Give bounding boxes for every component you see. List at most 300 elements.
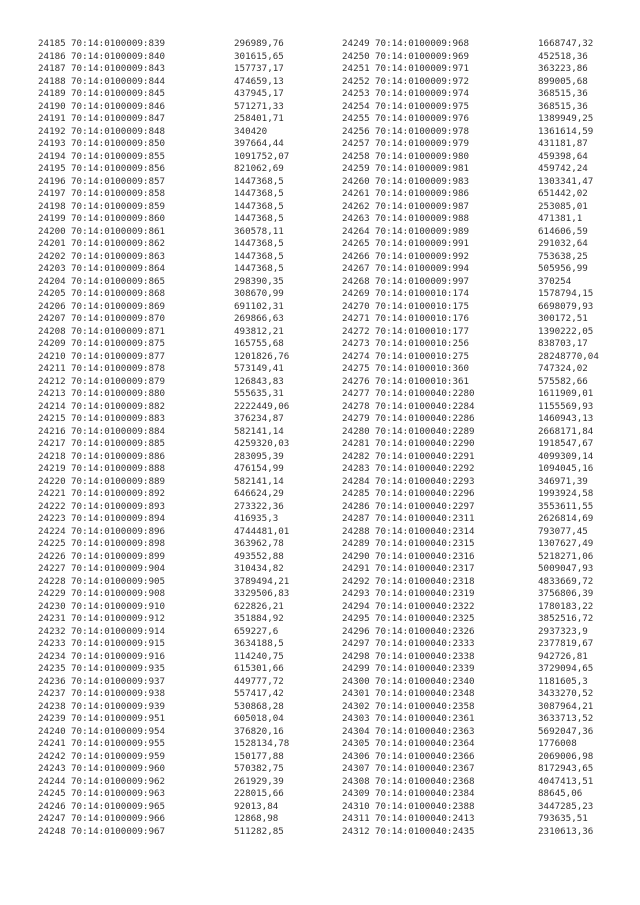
row-value: 747324,02 bbox=[538, 363, 588, 374]
row-value: 1611909,01 bbox=[538, 388, 594, 399]
cadastral-number: 70:14:0100010:177 bbox=[375, 325, 470, 337]
table-row bbox=[342, 788, 628, 801]
row-number: 24218 bbox=[38, 450, 66, 462]
row-value: 1780183,22 bbox=[538, 600, 594, 612]
table-row bbox=[342, 438, 628, 451]
table-row bbox=[342, 76, 628, 89]
table-row bbox=[342, 688, 628, 701]
row-value: 505956,99 bbox=[538, 263, 588, 274]
cadastral-number: 70:14:0100009:955 bbox=[71, 738, 166, 749]
table-row bbox=[38, 751, 324, 764]
row-value: 310434,82 bbox=[234, 563, 284, 574]
row-value: 363962,78 bbox=[234, 538, 284, 549]
row-number: 24251 bbox=[342, 63, 370, 74]
cadastral-number: 70:14:0100040:2384 bbox=[375, 788, 475, 799]
row-value: 1155569,93 bbox=[538, 400, 594, 412]
row-number: 24233 bbox=[38, 638, 66, 649]
row-number: 24185 bbox=[38, 38, 66, 49]
cadastral-number: 70:14:0100040:2318 bbox=[375, 575, 475, 587]
table-row bbox=[342, 801, 628, 814]
table-row bbox=[38, 313, 324, 326]
row-number: 24286 bbox=[342, 500, 370, 512]
row-number: 24232 bbox=[38, 625, 66, 637]
table-row bbox=[38, 601, 324, 614]
table-row bbox=[38, 726, 324, 739]
row-value: 1447368,5 bbox=[234, 263, 284, 274]
cadastral-number: 70:14:0100040:2413 bbox=[375, 813, 475, 824]
row-value: 2069006,98 bbox=[538, 750, 594, 762]
row-number: 24239 bbox=[38, 713, 66, 724]
table-row bbox=[342, 538, 628, 551]
row-value: 570382,75 bbox=[234, 763, 284, 774]
cadastral-number: 70:14:0100009:892 bbox=[71, 488, 166, 499]
cadastral-number: 70:14:0100009:987 bbox=[375, 200, 470, 212]
table-row bbox=[342, 751, 628, 764]
cadastral-number: 70:14:0100009:847 bbox=[71, 113, 166, 124]
cadastral-number: 70:14:0100040:2325 bbox=[375, 613, 475, 624]
row-number: 24288 bbox=[342, 525, 370, 537]
row-value: 269866,63 bbox=[234, 313, 284, 324]
row-value: 88645,06 bbox=[538, 788, 583, 799]
cadastral-number: 70:14:0100010:360 bbox=[375, 363, 470, 374]
cadastral-number: 70:14:0100009:843 bbox=[71, 63, 166, 74]
row-number: 24298 bbox=[342, 650, 370, 662]
cadastral-number: 70:14:0100009:899 bbox=[71, 550, 166, 562]
table-row bbox=[342, 176, 628, 189]
cadastral-number: 70:14:0100040:2293 bbox=[375, 475, 475, 487]
table-row bbox=[342, 251, 628, 264]
cadastral-number: 70:14:0100009:959 bbox=[71, 750, 166, 762]
table-row bbox=[342, 526, 628, 539]
row-value: 3553611,55 bbox=[538, 500, 594, 512]
row-value: 1447368,5 bbox=[234, 200, 284, 212]
row-value: 821062,69 bbox=[234, 163, 284, 174]
cadastral-number: 70:14:0100009:915 bbox=[71, 638, 166, 649]
table-row bbox=[342, 463, 628, 476]
row-value: 301615,65 bbox=[234, 50, 284, 62]
cadastral-number: 70:14:0100009:905 bbox=[71, 575, 166, 587]
row-number: 24230 bbox=[38, 600, 66, 612]
row-number: 24188 bbox=[38, 75, 66, 87]
cadastral-number: 70:14:0100009:908 bbox=[71, 588, 166, 599]
table-row bbox=[38, 401, 324, 414]
table-row bbox=[38, 713, 324, 726]
cadastral-number: 70:14:0100040:2338 bbox=[375, 650, 475, 662]
table-row bbox=[342, 351, 628, 364]
cadastral-number: 70:14:0100040:2314 bbox=[375, 525, 475, 537]
row-number: 24307 bbox=[342, 763, 370, 774]
row-value: 12868,98 bbox=[234, 813, 279, 824]
row-value: 1447368,5 bbox=[234, 175, 284, 187]
table-row bbox=[38, 151, 324, 164]
table-row bbox=[342, 701, 628, 714]
table-row bbox=[342, 451, 628, 464]
cadastral-number: 70:14:0100009:844 bbox=[71, 75, 166, 87]
table-row bbox=[38, 813, 324, 826]
cadastral-number: 70:14:0100040:2280 bbox=[375, 388, 475, 399]
row-number: 24189 bbox=[38, 88, 66, 99]
cadastral-number: 70:14:0100009:904 bbox=[71, 563, 166, 574]
table-row bbox=[38, 651, 324, 664]
row-value: 126843,83 bbox=[234, 375, 284, 387]
cadastral-number: 70:14:0100009:980 bbox=[375, 150, 470, 162]
row-value: 253085,01 bbox=[538, 200, 588, 212]
table-row bbox=[38, 188, 324, 201]
cadastral-number: 70:14:0100009:888 bbox=[71, 463, 166, 474]
table-row bbox=[38, 613, 324, 626]
row-number: 24234 bbox=[38, 650, 66, 662]
table-row bbox=[342, 288, 628, 301]
row-number: 24243 bbox=[38, 763, 66, 774]
cadastral-number: 70:14:0100009:858 bbox=[71, 188, 166, 199]
row-number: 24211 bbox=[38, 363, 66, 374]
row-value: 3633713,52 bbox=[538, 713, 594, 724]
row-number: 24263 bbox=[342, 213, 370, 224]
row-number: 24249 bbox=[342, 38, 370, 49]
cadastral-number: 70:14:0100010:361 bbox=[375, 375, 470, 387]
cadastral-number: 70:14:0100040:2290 bbox=[375, 438, 475, 449]
table-row bbox=[342, 813, 628, 826]
row-value: 793077,45 bbox=[538, 525, 588, 537]
row-value: 1091752,07 bbox=[234, 150, 290, 162]
row-number: 24248 bbox=[38, 825, 66, 837]
table-row bbox=[342, 88, 628, 101]
table-row bbox=[38, 676, 324, 689]
row-number: 24205 bbox=[38, 288, 66, 299]
row-value: 557417,42 bbox=[234, 688, 284, 699]
row-number: 24224 bbox=[38, 525, 66, 537]
row-number: 24242 bbox=[38, 750, 66, 762]
cadastral-number: 70:14:0100009:979 bbox=[375, 138, 470, 149]
row-value: 493552,88 bbox=[234, 550, 284, 562]
row-number: 24308 bbox=[342, 775, 370, 787]
cadastral-number: 70:14:0100040:2286 bbox=[375, 413, 475, 424]
row-number: 24291 bbox=[342, 563, 370, 574]
row-value: 3433270,52 bbox=[538, 688, 594, 699]
row-number: 24203 bbox=[38, 263, 66, 274]
table-row bbox=[38, 538, 324, 551]
row-value: 3756806,39 bbox=[538, 588, 594, 599]
cadastral-number: 70:14:0100009:935 bbox=[71, 663, 166, 674]
row-number: 24225 bbox=[38, 538, 66, 549]
table-row bbox=[38, 501, 324, 514]
row-value: 376820,16 bbox=[234, 725, 284, 737]
table-row bbox=[38, 213, 324, 226]
row-value: 1389949,25 bbox=[538, 113, 594, 124]
row-number: 24272 bbox=[342, 325, 370, 337]
row-number: 24277 bbox=[342, 388, 370, 399]
row-value: 5009047,93 bbox=[538, 563, 594, 574]
row-value: 1668747,32 bbox=[538, 38, 594, 49]
row-number: 24207 bbox=[38, 313, 66, 324]
row-value: 2222449,06 bbox=[234, 400, 290, 412]
table-row bbox=[38, 588, 324, 601]
cadastral-number: 70:14:0100009:983 bbox=[375, 175, 470, 187]
row-value: 573149,41 bbox=[234, 363, 284, 374]
table-row bbox=[342, 101, 628, 114]
row-number: 24237 bbox=[38, 688, 66, 699]
cadastral-number: 70:14:0100009:994 bbox=[375, 263, 470, 274]
table-row bbox=[38, 826, 324, 839]
row-number: 24259 bbox=[342, 163, 370, 174]
cadastral-number: 70:14:0100009:967 bbox=[71, 825, 166, 837]
row-value: 605018,04 bbox=[234, 713, 284, 724]
table-row bbox=[38, 788, 324, 801]
row-number: 24276 bbox=[342, 375, 370, 387]
row-value: 416935,3 bbox=[234, 513, 279, 524]
row-number: 24229 bbox=[38, 588, 66, 599]
cadastral-number: 70:14:0100040:2297 bbox=[375, 500, 475, 512]
table-row bbox=[342, 388, 628, 401]
row-number: 24300 bbox=[342, 675, 370, 687]
row-number: 24301 bbox=[342, 688, 370, 699]
row-value: 114240,75 bbox=[234, 650, 284, 662]
cadastral-number: 70:14:0100009:992 bbox=[375, 250, 470, 262]
row-value: 582141,14 bbox=[234, 425, 284, 437]
row-number: 24240 bbox=[38, 725, 66, 737]
row-number: 24226 bbox=[38, 550, 66, 562]
row-value: 459742,24 bbox=[538, 163, 588, 174]
cadastral-number: 70:14:0100040:2368 bbox=[375, 775, 475, 787]
row-value: 3789494,21 bbox=[234, 575, 290, 587]
cadastral-number: 70:14:0100009:894 bbox=[71, 513, 166, 524]
cadastral-number: 70:14:0100010:174 bbox=[375, 288, 470, 299]
row-number: 24282 bbox=[342, 450, 370, 462]
row-value: 3729094,65 bbox=[538, 663, 594, 674]
row-number: 24223 bbox=[38, 513, 66, 524]
row-number: 24289 bbox=[342, 538, 370, 549]
row-value: 614606,59 bbox=[538, 225, 588, 237]
row-number: 24217 bbox=[38, 438, 66, 449]
cadastral-number: 70:14:0100009:885 bbox=[71, 438, 166, 449]
row-number: 24209 bbox=[38, 338, 66, 349]
row-value: 2937323,9 bbox=[538, 625, 588, 637]
row-value: 4099309,14 bbox=[538, 450, 594, 462]
row-number: 24190 bbox=[38, 100, 66, 112]
row-number: 24235 bbox=[38, 663, 66, 674]
cadastral-number: 70:14:0100009:875 bbox=[71, 338, 166, 349]
table-row bbox=[38, 76, 324, 89]
table-row bbox=[38, 476, 324, 489]
row-number: 24201 bbox=[38, 238, 66, 249]
row-value: 283095,39 bbox=[234, 450, 284, 462]
table-row bbox=[38, 301, 324, 314]
table-row bbox=[38, 163, 324, 176]
cadastral-number: 70:14:0100040:2319 bbox=[375, 588, 475, 599]
row-value: 437945,17 bbox=[234, 88, 284, 99]
table-row bbox=[38, 263, 324, 276]
row-number: 24213 bbox=[38, 388, 66, 399]
table-row bbox=[342, 663, 628, 676]
cadastral-number: 70:14:0100010:275 bbox=[375, 350, 470, 362]
cadastral-number: 70:14:0100040:2296 bbox=[375, 488, 475, 499]
table-row bbox=[342, 401, 628, 414]
table-row bbox=[38, 451, 324, 464]
row-value: 1181605,3 bbox=[538, 675, 588, 687]
row-number: 24269 bbox=[342, 288, 370, 299]
row-value: 582141,14 bbox=[234, 475, 284, 487]
cadastral-number: 70:14:0100009:859 bbox=[71, 200, 166, 212]
row-value: 351884,92 bbox=[234, 613, 284, 624]
row-value: 4259320,03 bbox=[234, 438, 290, 449]
table-row bbox=[342, 326, 628, 339]
row-value: 308670,99 bbox=[234, 288, 284, 299]
table-row bbox=[342, 138, 628, 151]
row-value: 8172943,65 bbox=[538, 763, 594, 774]
cadastral-number: 70:14:0100009:939 bbox=[71, 700, 166, 712]
cadastral-number: 70:14:0100009:912 bbox=[71, 613, 166, 624]
row-number: 24194 bbox=[38, 150, 66, 162]
cadastral-number: 70:14:0100009:863 bbox=[71, 250, 166, 262]
row-number: 24241 bbox=[38, 738, 66, 749]
row-number: 24257 bbox=[342, 138, 370, 149]
table-row bbox=[38, 663, 324, 676]
cadastral-number: 70:14:0100040:2388 bbox=[375, 800, 475, 812]
row-value: 368515,36 bbox=[538, 88, 588, 99]
row-number: 24208 bbox=[38, 325, 66, 337]
row-value: 360578,11 bbox=[234, 225, 284, 237]
row-value: 431181,87 bbox=[538, 138, 588, 149]
cadastral-number: 70:14:0100009:868 bbox=[71, 288, 166, 299]
row-number: 24285 bbox=[342, 488, 370, 499]
row-value: 659227,6 bbox=[234, 625, 279, 637]
cadastral-number: 70:14:0100009:966 bbox=[71, 813, 166, 824]
cadastral-number: 70:14:0100009:882 bbox=[71, 400, 166, 412]
row-value: 459398,64 bbox=[538, 150, 588, 162]
table-row bbox=[38, 776, 324, 789]
cadastral-number: 70:14:0100040:2358 bbox=[375, 700, 475, 712]
cadastral-number: 70:14:0100040:2435 bbox=[375, 825, 475, 837]
row-value: 6698079,93 bbox=[538, 300, 594, 312]
row-value: 1361614,59 bbox=[538, 125, 594, 137]
row-value: 471381,1 bbox=[538, 213, 583, 224]
row-number: 24290 bbox=[342, 550, 370, 562]
row-number: 24187 bbox=[38, 63, 66, 74]
row-number: 24303 bbox=[342, 713, 370, 724]
row-number: 24245 bbox=[38, 788, 66, 799]
table-row bbox=[342, 301, 628, 314]
table-row bbox=[342, 588, 628, 601]
row-value: 2668171,84 bbox=[538, 425, 594, 437]
cadastral-number: 70:14:0100009:839 bbox=[71, 38, 166, 49]
cadastral-number: 70:14:0100009:988 bbox=[375, 213, 470, 224]
row-value: 296989,76 bbox=[234, 38, 284, 49]
table-row bbox=[38, 526, 324, 539]
row-number: 24293 bbox=[342, 588, 370, 599]
row-value: 646624,29 bbox=[234, 488, 284, 499]
row-value: 1993924,58 bbox=[538, 488, 594, 499]
row-value: 2377819,67 bbox=[538, 638, 594, 649]
row-value: 1447368,5 bbox=[234, 188, 284, 199]
cadastral-number: 70:14:0100040:2317 bbox=[375, 563, 475, 574]
cadastral-number: 70:14:0100040:2292 bbox=[375, 463, 475, 474]
table-row bbox=[342, 738, 628, 751]
table-row bbox=[342, 201, 628, 214]
row-number: 24304 bbox=[342, 725, 370, 737]
cadastral-number: 70:14:0100009:971 bbox=[375, 63, 470, 74]
cadastral-number: 70:14:0100009:937 bbox=[71, 675, 166, 687]
row-value: 4833669,72 bbox=[538, 575, 594, 587]
row-value: 165755,68 bbox=[234, 338, 284, 349]
row-value: 1447368,5 bbox=[234, 250, 284, 262]
table-row bbox=[38, 688, 324, 701]
row-value: 340420 bbox=[234, 125, 268, 137]
cadastral-number: 70:14:0100009:865 bbox=[71, 275, 166, 287]
cadastral-number: 70:14:0100040:2322 bbox=[375, 600, 475, 612]
cadastral-number: 70:14:0100010:256 bbox=[375, 338, 470, 349]
cadastral-number: 70:14:0100009:896 bbox=[71, 525, 166, 537]
row-number: 24273 bbox=[342, 338, 370, 349]
row-number: 24261 bbox=[342, 188, 370, 199]
table-row bbox=[38, 426, 324, 439]
table-row bbox=[38, 201, 324, 214]
table-row bbox=[38, 763, 324, 776]
row-number: 24238 bbox=[38, 700, 66, 712]
row-number: 24306 bbox=[342, 750, 370, 762]
table-row bbox=[38, 113, 324, 126]
table-row bbox=[342, 276, 628, 289]
row-value: 530868,28 bbox=[234, 700, 284, 712]
row-value: 28248770,04 bbox=[538, 350, 599, 362]
table-row bbox=[342, 313, 628, 326]
table-row bbox=[38, 388, 324, 401]
row-number: 24311 bbox=[342, 813, 370, 824]
table-row bbox=[342, 426, 628, 439]
cadastral-number: 70:14:0100009:991 bbox=[375, 238, 470, 249]
row-value: 1094045,16 bbox=[538, 463, 594, 474]
row-number: 24250 bbox=[342, 50, 370, 62]
row-number: 24258 bbox=[342, 150, 370, 162]
row-number: 24260 bbox=[342, 175, 370, 187]
table-row bbox=[38, 563, 324, 576]
row-number: 24254 bbox=[342, 100, 370, 112]
row-number: 24196 bbox=[38, 175, 66, 187]
cadastral-number: 70:14:0100009:855 bbox=[71, 150, 166, 162]
table-row bbox=[342, 638, 628, 651]
table-row bbox=[342, 513, 628, 526]
table-row bbox=[342, 763, 628, 776]
table-row bbox=[38, 551, 324, 564]
row-number: 24228 bbox=[38, 575, 66, 587]
row-value: 3329506,83 bbox=[234, 588, 290, 599]
table-row bbox=[342, 38, 628, 51]
row-value: 368515,36 bbox=[538, 100, 588, 112]
table-row bbox=[38, 626, 324, 639]
table-row bbox=[342, 613, 628, 626]
row-value: 452518,36 bbox=[538, 50, 588, 62]
table-row bbox=[38, 376, 324, 389]
row-value: 449777,72 bbox=[234, 675, 284, 687]
table-row bbox=[342, 501, 628, 514]
row-value: 899005,68 bbox=[538, 75, 588, 87]
row-value: 3087964,21 bbox=[538, 700, 594, 712]
row-value: 1528134,78 bbox=[234, 738, 290, 749]
table-row bbox=[38, 801, 324, 814]
cadastral-number: 70:14:0100040:2363 bbox=[375, 725, 475, 737]
row-number: 24200 bbox=[38, 225, 66, 237]
table-row bbox=[38, 176, 324, 189]
cadastral-number: 70:14:0100009:978 bbox=[375, 125, 470, 137]
cadastral-number: 70:14:0100040:2340 bbox=[375, 675, 475, 687]
table-row bbox=[38, 338, 324, 351]
table-row bbox=[342, 51, 628, 64]
cadastral-number: 70:14:0100040:2339 bbox=[375, 663, 475, 674]
row-number: 24296 bbox=[342, 625, 370, 637]
table-row bbox=[342, 63, 628, 76]
row-value: 615301,66 bbox=[234, 663, 284, 674]
cadastral-number: 70:14:0100009:974 bbox=[375, 88, 470, 99]
cadastral-number: 70:14:0100040:2326 bbox=[375, 625, 475, 637]
